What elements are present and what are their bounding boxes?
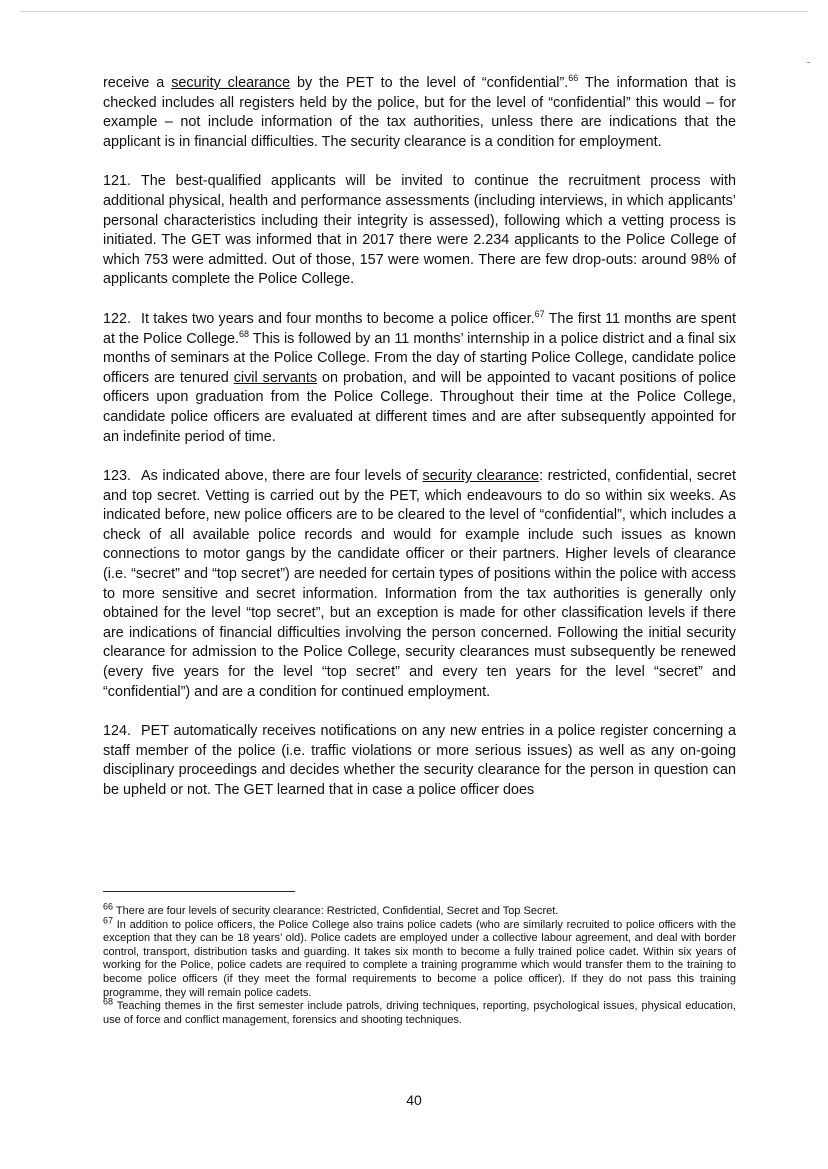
page-top-edge — [20, 11, 808, 12]
paragraph-122-text-a: It takes two years and four months to become a police officer. — [141, 310, 535, 327]
security-clearance-link[interactable]: security clearance — [171, 75, 291, 91]
paragraph-number: 122. — [103, 310, 132, 327]
page-number: 40 — [406, 1092, 422, 1108]
paragraph-122-text-c: This is followed by an 11 months’ internship in a police district and a final six months of seminars at the Police College. From the day of starting Police College, candidate police officers are tenured — [103, 330, 736, 386]
paragraph-intro-text-c: The information that is checked includes all registers held by the police, but for the level of “confidential” this would – for example – not include information of the tax authorities, unless there are indications that the applicant is in financial difficulties. The security clearance is a condition for employment. — [103, 75, 736, 150]
footnote-mark: 68 — [103, 996, 114, 1007]
paragraph-124-text: PET automatically receives notifications on any new entries in a police register concerning a staff member of the police (i.e. traffic violations or more serious issues) as well as any on-going disciplinary proceedings and decides whether the security clearance for the person in question can be upheld or not. The GET learned that in case a police officer does — [103, 723, 736, 798]
paragraph-intro-text-a: receive a — [103, 75, 172, 91]
footnote-mark: 66 — [103, 901, 114, 912]
footnote-mark: 67 — [103, 914, 114, 925]
paragraph-122 — [103, 310, 736, 447]
paragraph-123-text-b: : restricted, confidential, secret and top secret. Vetting is carried out by the PET, which endeavours to do so within six weeks. As indicated before, new police officers are to be cleared to the level of “confidential”, which includes a check of all available police records and would for example include such issues as known connections to motor gangs by the candidate officer or their partners. Higher levels of clearance (i.e. “secret” and “top secret”) are needed for certain types of positions within the police with access to more sensitive and secret information. Information from the tax authorities is generally only obtained for the level “top secret”, but an exception is made for other classification levels if there are indications of financial difficulties involving the person concerned. Following the initial security clearance for admission to the Police College, security clearances must subsequently be renewed (every five years for the level “top secret” and every ten years for the level “secret” and “confidential”) and are a condition for continued employment. — [103, 468, 737, 700]
paragraph-121 — [103, 172, 736, 290]
paragraph-123 — [103, 467, 736, 702]
footnote-text: There are four levels of security clearance: Restricted, Confidential, Secret and Top Secret. — [113, 905, 559, 917]
footnote-ref-68[interactable]: 68 — [239, 328, 250, 339]
paragraph-122-text-d: on probation, and will be appointed to vacant positions of police officers upon graduation from the Police College. Throughout their time at the Police College, candidate police officers are evaluated at different times and are after subsequently appointed for an indefinite period of time. — [103, 369, 736, 445]
paragraph-123-text-a: As indicated above, there are four levels of — [141, 468, 423, 485]
footnote-68 — [103, 996, 736, 1027]
footnote-ref-66[interactable]: 66 — [568, 73, 579, 84]
security-clearance-link[interactable]: security clearance — [422, 468, 540, 485]
footnote-ref-67[interactable]: 67 — [534, 309, 545, 320]
paragraph-intro-text-b: by the PET to the level of “confidential”. — [290, 75, 569, 91]
paragraph-number: 124. — [103, 723, 132, 740]
civil-servants-link[interactable]: civil servants — [233, 369, 318, 386]
scan-speck — [807, 62, 810, 63]
footnote-67 — [103, 914, 736, 1001]
footnote-66 — [103, 901, 736, 919]
paragraph-124 — [103, 722, 736, 800]
paragraph-number: 123. — [103, 468, 132, 485]
paragraph-121-text: The best-qualified applicants will be invited to continue the recruitment process with additional physical, health and performance assessments (including interviews, in which applicants’ personal characteristics including their integrity is assessed), following which a vetting process is initiated. The GET was informed that in 2017 there were 2.234 applicants to the Police College of which 753 were admitted. Out of those, 157 were women. There are few drop-outs: around 98% of applicants complete the Police College. — [103, 173, 736, 288]
paragraph-122-text-b: The first 11 months are spent at the Police College. — [103, 310, 736, 347]
body-text — [103, 74, 736, 821]
footnote-text: In addition to police officers, the Police College also trains police cadets (who are similarly recruited to police officers with the exception that they can be 18 years’ old). Police cadets are employed under a collective labour agreement, and deal with border control, transport, distribution tasks and guarding. It takes six month to become a fully trained police cadet. Within six years of working for the Police, police cadets are required to complete a training programme which would transfer them to the training to become police officers (if they meet the formal requirements to become a police officer). If they do not pass this training programme, they will remain police cadets. — [103, 918, 736, 999]
footnotes — [103, 901, 736, 1027]
footnote-text: Teaching themes in the first semester include patrols, driving techniques, reporting, psychological issues, physical education, use of force and conflict management, forensics and shooting techniques. — [103, 1000, 736, 1026]
paragraph-intro — [103, 74, 736, 152]
paragraph-number: 121. — [103, 173, 132, 190]
footnote-separator — [103, 891, 295, 892]
